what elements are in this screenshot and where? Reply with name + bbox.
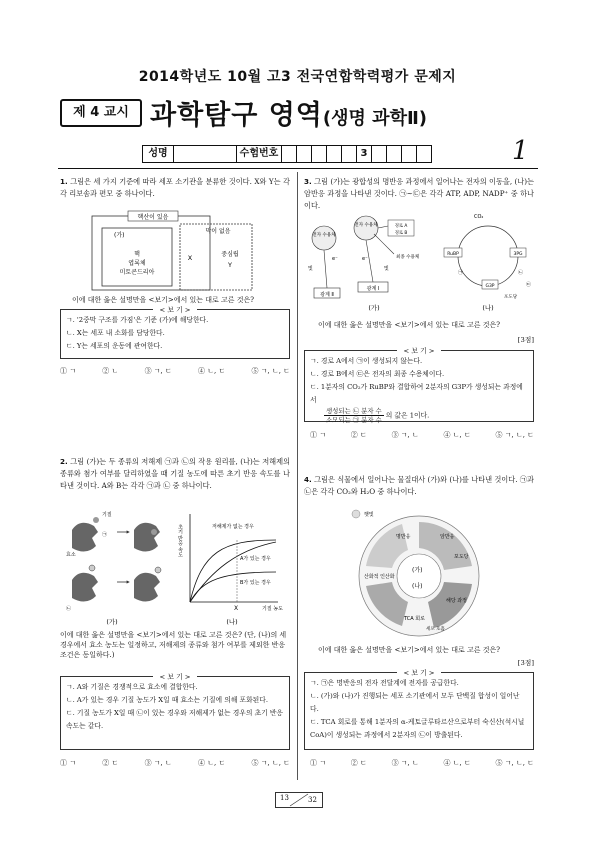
exam-digit-box: 3 [357, 146, 372, 162]
q4-bogi-item: ㄴ. (가)와 (나)가 진행되는 세포 소기관에서 모두 단백질 합성이 일어난다. [310, 692, 520, 713]
q2-label-substrate: 기질 [102, 512, 112, 518]
q3-calvin-cycle [444, 214, 531, 300]
q4-choice-5[interactable]: ⑤ ㄱ, ㄴ, ㄷ [495, 759, 534, 767]
exam-number-label: 수험번호 [237, 146, 282, 162]
q3-choice-3[interactable]: ③ ㄱ, ㄴ [391, 431, 419, 439]
q3-label: 최종 수용체 [396, 255, 420, 260]
q2-bogi-item: ㄷ. 기질 농도가 X일 때 ㉡이 있는 경우와 저해제가 없는 경우의 초기 반응 속도는 같다. [66, 709, 283, 730]
q4-label: 산화적 인산화 [364, 574, 395, 580]
q4-label: (나) [412, 583, 423, 590]
q1-right-label: 막이 없음 [205, 228, 231, 235]
q1-choice-5[interactable]: ⑤ ㄱ, ㄴ, ㄷ [251, 367, 290, 375]
q3-label: ㉡ [518, 270, 524, 276]
q4-text [304, 474, 534, 498]
sun-icon [352, 510, 360, 518]
q1-prompt: 이에 대한 옳은 설명만을 <보기>에서 있는 대로 고른 것은? [72, 296, 255, 304]
q3-label: G3P [485, 284, 495, 289]
q3-label: 전자 수용체 [312, 233, 336, 238]
exam-digit-box[interactable] [417, 146, 431, 162]
page-number: 1 [512, 136, 529, 166]
q3-text [304, 176, 534, 213]
q4-label: TCA 회로 [404, 616, 425, 622]
q3-label: e⁻ [332, 256, 338, 262]
q2-stem: 그림 (가)는 두 종류의 저해제 ㉠과 ㉡의 작용 원리를, (나)는 저해제의 종류와 첨가 여부를 달리하였을 때 기질 농도에 따른 초기 반응 속도를 나타낸 것이다. A와 B는 각각 ㉠과 ㉡ 중 하나이다. [60, 457, 290, 491]
curve-no-inhibitor [190, 540, 276, 602]
q3-frac-den: 소모되는 ㉠ 분자 수 [326, 416, 382, 424]
q3-bogi-box [304, 347, 534, 424]
q2-text [60, 456, 290, 493]
q4-bogi-title: < 보 기 > [397, 669, 440, 677]
total-pages: 32 [308, 796, 317, 804]
q2-sub-a: (가) [106, 618, 118, 626]
q4-bogi-item: ㄷ. TCA 회로를 통해 1분자의 α-케토글루타르산으로부터 숙신산(석시닐 CoA)이 생성되는 과정에서 2분자의 ㉡이 방출된다. [310, 718, 525, 739]
name-label: 성명 [143, 146, 174, 162]
name-field[interactable] [174, 146, 237, 162]
q2-y-axis-label: 초기 반응 속도 [177, 524, 183, 558]
q2-curve-label: A가 있는 경우 [240, 556, 271, 562]
q3-light-reaction [308, 216, 419, 298]
q1-inner-label: (가) [114, 232, 125, 239]
q2-bogi-item: ㄱ. A와 기질은 경쟁적으로 효소에 결합한다. [66, 683, 198, 691]
q4-choice-2[interactable]: ② ㄷ [350, 759, 367, 767]
q3-choice-5[interactable]: ⑤ ㄱ, ㄴ, ㄷ [495, 431, 534, 439]
q2-prompt: 이에 대한 옳은 설명만을 <보기>에서 있는 대로 고른 것은? (단, (나)의 세 경우에서 효소 농도는 일정하고, 저해제의 종류와 첨가 여부를 제외한 반응 조건은 동일하다.) [60, 631, 287, 659]
q3-stem: 그림 (가)는 광합성의 명반응 과정에서 일어나는 전자의 이동을, (나)는 암반응 과정을 나타낸 것이다. ㉠~㉢은 각각 ATP, ADP, NADP⁺ 중 하나이다. [304, 177, 534, 211]
period-box: 제 4 교시 [60, 99, 142, 127]
q3-frac-num: 생성되는 ㉡ 분자 수 [326, 407, 382, 415]
q2-choice-4[interactable]: ④ ㄴ, ㄷ [198, 759, 226, 767]
q1-right-item: 중심립 [221, 251, 239, 258]
q2-number: 2. [60, 457, 68, 466]
q3-label: 3PG [513, 252, 523, 257]
q4-label: 포도당 [454, 554, 469, 560]
student-id-row [142, 145, 432, 163]
q3-bogi-title: < 보 기 > [397, 347, 440, 355]
q1-text [60, 176, 290, 200]
subject-title [150, 93, 427, 132]
q2-choice-5[interactable]: ⑤ ㄱ, ㄴ, ㄷ [251, 759, 290, 767]
q1-stem: 그림은 세 가지 기준에 따라 세포 소기관을 분류한 것이다. X와 Y는 각각 리보솜과 편모 중 하나이다. [60, 177, 290, 199]
q1-x-label: X [187, 254, 193, 262]
q2-x-mark: X [234, 605, 239, 612]
q2-x-axis-label: 기질 농도 [262, 606, 283, 612]
q2-choices [60, 758, 290, 768]
exam-digit-box[interactable] [297, 146, 312, 162]
q3-prompt: 이에 대한 옳은 설명만을 <보기>에서 있는 대로 고른 것은? [318, 321, 501, 329]
exam-digit-box[interactable] [387, 146, 402, 162]
q3-choice-4[interactable]: ④ ㄴ, ㄷ [443, 431, 471, 439]
q3-bogi-item: ㄷ. 1분자의 CO₂가 RuBP와 결합하여 2분자의 G3P가 생성되는 과정에서 [310, 383, 523, 404]
q3-label: 포도당 [504, 295, 518, 300]
q4-choices [310, 758, 534, 768]
q2-label-enzyme: 효소 [66, 552, 76, 558]
q4-label: 햇빛 [364, 512, 374, 518]
exam-title: 2014학년도 10월 고3 전국연합학력평가 문제지 [138, 69, 457, 85]
q4-label: 세포 호흡 [426, 627, 445, 632]
q3-label: 빛 [308, 266, 313, 272]
q3-label: 전자 수용체 [354, 223, 378, 228]
header-divider [58, 168, 538, 169]
q3-label: CO₂ [474, 214, 484, 220]
q4-bogi-item: ㄱ. ㉠은 명반응의 전자 전달계에 전자를 공급한다. [310, 679, 459, 687]
page-indicator [275, 792, 323, 808]
column-divider [297, 172, 298, 780]
q1-choice-2[interactable]: ② ㄴ [102, 367, 119, 375]
exam-digit-box[interactable] [402, 146, 417, 162]
q3-bogi-item: ㄴ. 경로 B에서 ㉢은 전자의 최종 수용체이다. [310, 370, 445, 378]
q1-choice-4[interactable]: ④ ㄴ, ㄷ [198, 367, 226, 375]
q1-choices [60, 366, 290, 376]
q3-choice-1[interactable]: ① ㄱ [310, 431, 326, 439]
q3-label: ㉢ [526, 282, 532, 288]
current-page: 13 [280, 794, 289, 802]
q1-number: 1. [60, 177, 68, 186]
q1-bogi-title: < 보 기 > [153, 306, 196, 314]
q4-choice-4[interactable]: ④ ㄴ, ㄷ [443, 759, 471, 767]
q3-figure [304, 212, 536, 312]
q3-label: 빛 [384, 266, 389, 272]
subject-main: 과학탐구 영역 [150, 100, 323, 131]
q3-score: [3점] [517, 336, 534, 344]
q3-fraction [324, 407, 384, 424]
exam-digit-box[interactable] [282, 146, 297, 162]
q1-figure [90, 210, 280, 295]
q4-label: 해당 과정 [446, 598, 467, 604]
q1-inner-item: 미토콘드리아 [119, 269, 155, 276]
exam-digit-box[interactable] [342, 146, 357, 162]
q2-choice-1[interactable]: ① ㄱ [60, 759, 76, 767]
enzyme-shape [72, 523, 98, 552]
q4-label: 암반응 [440, 534, 455, 540]
q1-inner-item: 엽록체 [128, 260, 146, 267]
q2-sub-b: (나) [226, 618, 238, 626]
q3-bogi-fraction-line [310, 407, 528, 424]
q3-label: 광계 Ⅰ [366, 286, 380, 292]
q3-label: 경로 B [394, 231, 408, 236]
q2-choice-2[interactable]: ② ㄷ [102, 759, 119, 767]
q3-choice-2[interactable]: ② ㄷ [350, 431, 367, 439]
q3-bogi-item: ㄱ. 경로 A에서 ㉠이 생성되지 않는다. [310, 357, 423, 365]
q3-label: ㉠ [458, 270, 464, 276]
q1-outer-label: 핵산이 있음 [137, 214, 169, 221]
q2-choice-3[interactable]: ③ ㄱ, ㄴ [144, 759, 172, 767]
q3-label: RuBP [447, 252, 459, 257]
q1-bogi-item: ㄱ. '2중막 구조를 가짐'은 기준 (가)에 해당한다. [66, 316, 209, 324]
q3-choices [310, 430, 534, 440]
q3-frac-tail: 의 값은 1이다. [385, 411, 430, 420]
q4-number: 4. [304, 475, 312, 484]
curve-b [190, 572, 276, 602]
q2-label-inhibitor-a: ㉠ [102, 532, 108, 538]
exam-digit-box[interactable] [327, 146, 342, 162]
q3-number: 3. [304, 177, 312, 186]
q2-label-inhibitor-b: ㉡ [66, 606, 72, 612]
q1-bogi-item: ㄷ. Y는 세포의 운동에 관여한다. [66, 342, 163, 350]
q1-outer-box [92, 216, 210, 290]
exam-digit-box[interactable] [372, 146, 387, 162]
q2-curve-label: 저해제가 없는 경우 [212, 524, 254, 530]
q2-bogi-item: ㄴ. A가 있는 경우 기질 농도가 X일 때 효소는 기질에 의해 포화된다. [66, 696, 268, 704]
exam-digit-box[interactable] [312, 146, 327, 162]
q3-label: 광계 Ⅱ [320, 292, 334, 298]
q2-bogi-title: < 보 기 > [153, 673, 196, 681]
substrate-shape [93, 517, 99, 523]
q1-choice-3[interactable]: ③ ㄱ, ㄷ [144, 367, 172, 375]
q4-choice-1[interactable]: ① ㄱ [310, 759, 326, 767]
subject-sub: (생명 과학Ⅱ) [322, 108, 428, 129]
q3-sub-b: (나) [482, 304, 494, 312]
q4-choice-3[interactable]: ③ ㄱ, ㄴ [391, 759, 419, 767]
q1-bogi-box [60, 306, 290, 359]
q1-choice-1[interactable]: ① ㄱ [60, 367, 76, 375]
q4-prompt: 이에 대한 옳은 설명만을 <보기>에서 있는 대로 고른 것은? [318, 646, 501, 654]
q1-bogi-item: ㄴ. X는 세포 내 소화를 담당한다. [66, 329, 165, 337]
q4-figure [344, 506, 494, 638]
q3-sub-a: (가) [368, 304, 380, 312]
q4-bogi-box [304, 669, 534, 750]
q4-stem: 그림은 식물에서 일어나는 물질대사 (가)와 (나)를 나타낸 것이다. ㉠과 ㉡은 각각 CO₂와 H₂O 중 하나이다. [304, 475, 534, 497]
q3-label: e⁻ [362, 256, 368, 262]
q4-label: 명반응 [396, 534, 411, 540]
q2-figure [62, 510, 292, 626]
q2-enzyme-diagram [66, 511, 161, 612]
q1-right-item: Y [228, 261, 232, 269]
q3-label: 경로 A [394, 224, 408, 229]
q2-kinetics-graph [177, 514, 283, 612]
q2-curve-label: B가 있는 경우 [240, 580, 271, 586]
q4-score: [3점] [517, 659, 534, 667]
q1-inner-item: 핵 [134, 251, 140, 258]
q4-label: (가) [412, 567, 423, 574]
q2-bogi-box [60, 673, 290, 750]
